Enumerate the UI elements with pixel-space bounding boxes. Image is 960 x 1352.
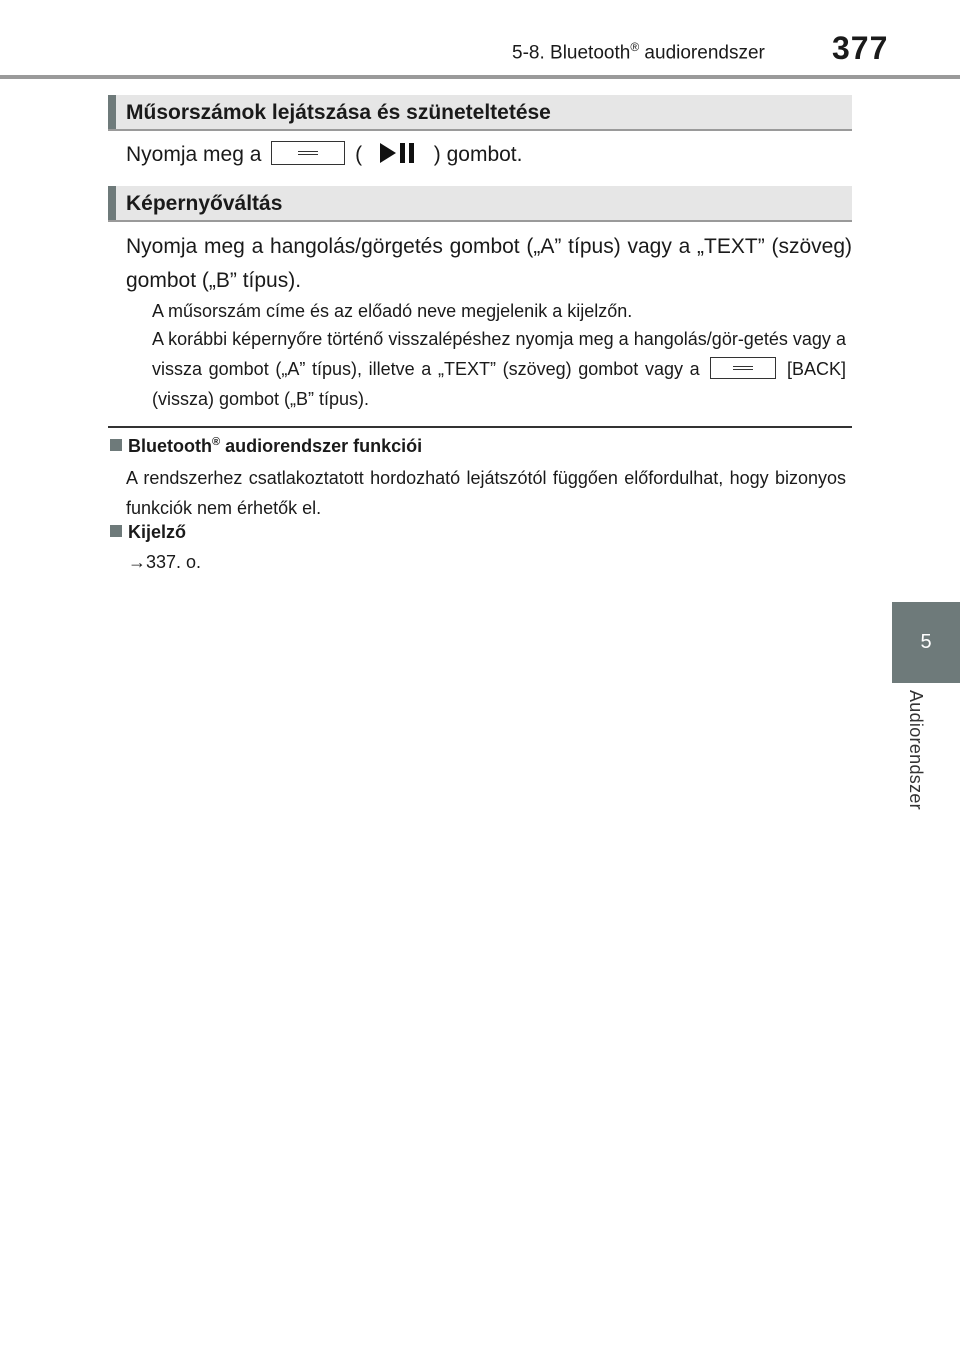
registered-mark: ® <box>630 40 640 54</box>
screen-instruction: Nyomja meg a hangolás/görgetés gombot („A” típus) vagy a „TEXT” (szöveg) gombot („B” típus). <box>126 235 852 292</box>
screen-note-2 <box>152 324 846 414</box>
subheading-text: audiorendszer funkciói <box>220 436 423 456</box>
section-header <box>512 40 765 64</box>
screen-note-1: A műsorszám címe és az előadó neve megjelenik a kijelzőn. <box>152 301 633 321</box>
note-text: A korábbi képernyőre történő visszalépéshez nyomja meg a hangolás/gör-getés vagy a vissza gombot („A” típus), illetve a „TEXT” (szöveg) gombot vagy a <box>152 329 846 379</box>
section-heading-screen <box>108 186 852 222</box>
playback-instruction <box>126 138 522 172</box>
note-text: [BACK] (vissza) gombot („B” típus). <box>152 359 846 409</box>
section-heading-text: Képernyőváltás <box>126 192 283 215</box>
subheading-functions <box>110 436 422 457</box>
chapter-number: 5 <box>920 631 932 653</box>
section-heading-playback <box>108 95 852 131</box>
page-reference-link[interactable]: →337. o. <box>128 552 202 572</box>
functions-body: A rendszerhez csatlakoztatott hordozható lejátszótól függően előfordulhat, hogy bizonyos funkciók nem érhetők el. <box>126 468 846 518</box>
subheading-text: Bluetooth <box>128 436 212 456</box>
instruction-text: ( <box>355 143 363 166</box>
square-bullet-icon <box>110 525 122 537</box>
heading-accent-bar <box>108 186 116 220</box>
page-number: 377 <box>832 30 889 66</box>
subheading-display <box>110 522 186 543</box>
chapter-tab <box>892 602 960 683</box>
registered-mark: ® <box>211 436 221 448</box>
chapter-label-text: Audiorendszer <box>906 690 926 810</box>
square-bullet-icon <box>110 439 122 451</box>
section-heading-text: Műsorszámok lejátszása és szüneteltetése <box>126 101 551 124</box>
play-pause-icon <box>378 141 418 165</box>
instruction-text: ) gombot. <box>433 143 523 166</box>
section-suffix: audiorendszer <box>639 42 765 64</box>
subheading-text: Kijelző <box>128 522 187 542</box>
section-prefix: 5-8. Bluetooth <box>512 42 631 64</box>
button-key-icon <box>271 141 345 165</box>
chapter-label <box>905 690 935 830</box>
heading-accent-bar <box>108 95 116 129</box>
section-divider <box>108 426 852 428</box>
button-key-icon <box>710 357 776 379</box>
header-rule <box>0 75 960 79</box>
instruction-text: Nyomja meg a <box>126 143 262 166</box>
